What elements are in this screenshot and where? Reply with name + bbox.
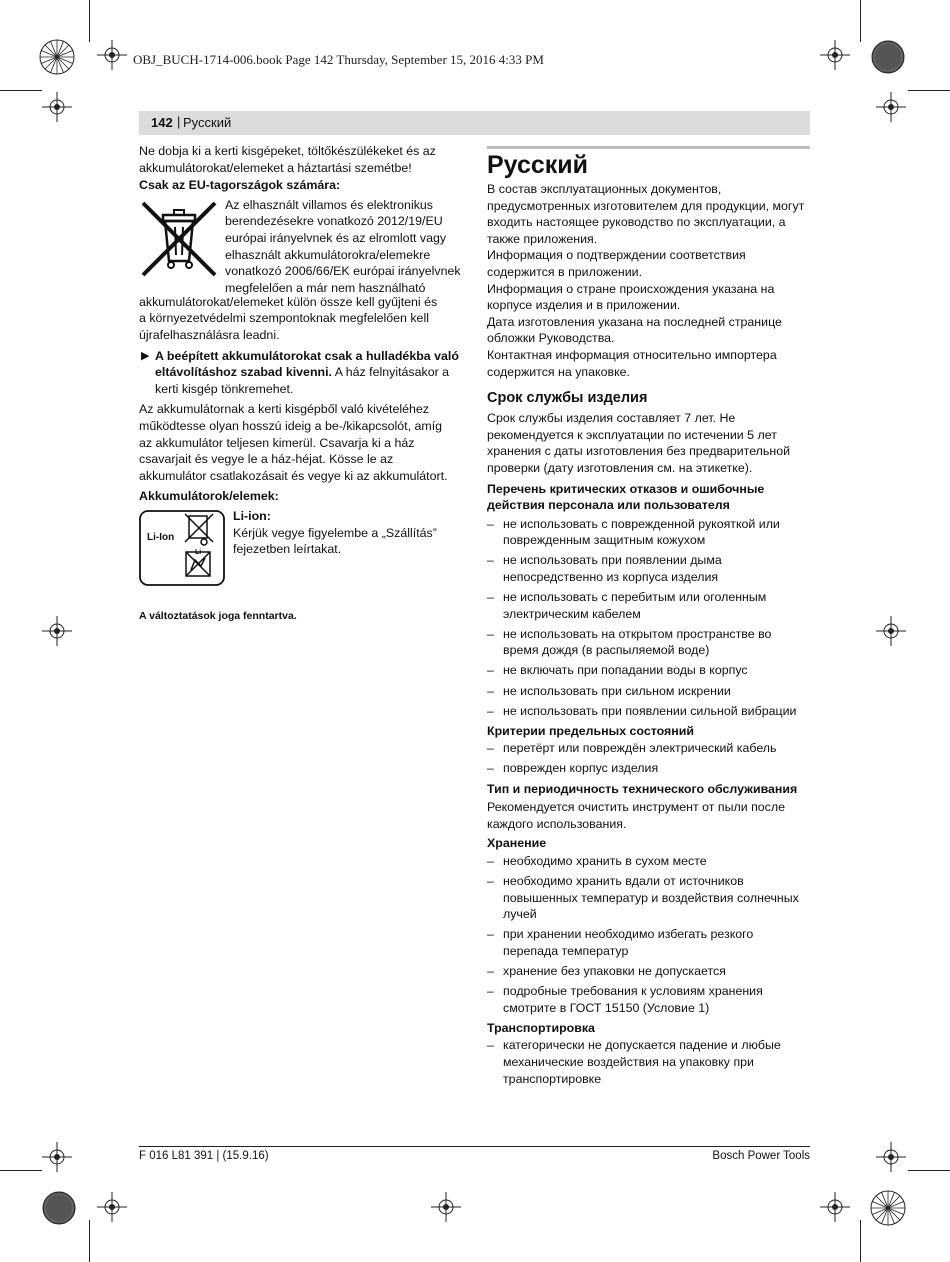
intro-paragraph: Информация о стране происхождения указана на корпусе изделия и в приложении. <box>487 281 775 313</box>
crosshair-mark-icon <box>97 1192 127 1222</box>
warning-bold: A beépített akkumulátorokat csak a hulladékba való eltávolításhoz szabad kivenni. <box>155 348 459 380</box>
crosshair-mark-icon <box>42 92 72 122</box>
crossed-out-bin-icon <box>139 199 219 279</box>
crosshair-mark-icon <box>42 616 72 646</box>
crosshair-mark-icon <box>820 1192 850 1222</box>
li-small-label: Li <box>195 548 202 556</box>
service-life-text: Срок службы изделия составляет 7 лет. Не рекомендуется к эксплуатации по истечении 5 лет хранения с даты изготовления без предварительной проверки (дату изготовления см. на этикетке). <box>487 411 791 475</box>
eu-text-line: berendezésekre vonatkozó 2012/19/EU <box>225 214 443 229</box>
warning-rest: A ház felnyitásakor a kerti kisgép tönkremehet. <box>155 365 450 396</box>
eu-text-continued: akkumulátorokat/elemeket külön össze kell gyűjteni és a környezetvédelmi szempontoknak megfelelően kell újrafelhasználásra leadni. <box>139 294 438 342</box>
storage-heading: Хранение <box>487 836 547 851</box>
crosshair-mark-icon <box>42 1142 72 1172</box>
crop-mark <box>89 1220 90 1262</box>
disposal-paragraph: Ne dobja ki a kerti kisgépeket, töltőkészülékeket és az akkumulátorokat/elemeket a háztartási szemétbe! <box>139 144 436 175</box>
li-ion-label: Li-Ion <box>147 531 175 543</box>
transport-list <box>487 1037 810 1087</box>
list-item: – при хранении необходимо избегать резкого перепада температур <box>487 926 810 959</box>
liion-block <box>139 508 467 588</box>
service-life-heading: Срок службы изделия <box>487 390 648 407</box>
intro-paragraph: Информация о подтверждении соответствия содержится в приложении. <box>487 248 746 279</box>
list-item: – поврежден корпус изделия <box>487 760 810 777</box>
list-item: – категорически не допускается падение и любые механические воздействия на упаковку при транспортировке <box>487 1037 810 1087</box>
page-number: 142 <box>151 115 173 130</box>
crop-mark <box>908 90 950 91</box>
footer-rule <box>139 1146 810 1147</box>
registration-mark-icon <box>37 37 77 77</box>
triangle-bullet-icon: ▶ <box>141 349 150 362</box>
registration-mark-icon <box>39 1188 79 1228</box>
transport-heading: Транспортировка <box>487 1020 595 1035</box>
eu-text-line: európai irányelvnek és az elromlott vagy <box>225 230 447 245</box>
maintenance-text: Рекомендуется очистить инструмент от пыли после каждого использования. <box>487 800 785 831</box>
eu-text-line: vonatkozó 2006/66/EK európai irányelvnek <box>225 264 461 279</box>
header-language: Русский <box>183 115 232 130</box>
failures-list <box>487 516 810 720</box>
rights-reserved: A változtatások joga fenntartva. <box>139 609 297 622</box>
crop-mark <box>0 90 42 91</box>
list-item: – необходимо хранить вдали от источников повышенных температур и воздействия солнечных лучей <box>487 873 810 923</box>
crop-mark <box>908 1170 950 1171</box>
section-title: Русский <box>487 151 589 179</box>
liion-description: Kérjük vegye figyelembe a „Szállítás” fejezetben leírtakat. <box>233 525 437 557</box>
list-item: – перетёрт или повреждён электрический кабель <box>487 740 810 757</box>
eu-block <box>139 197 467 295</box>
list-item: – не использовать при появлении дыма непосредственно из корпуса изделия <box>487 552 810 585</box>
header-separator: | <box>177 114 181 129</box>
registration-mark-icon <box>868 37 908 77</box>
liion-heading: Li-ion: <box>233 508 271 523</box>
crosshair-mark-icon <box>97 40 127 70</box>
crosshair-mark-icon <box>876 92 906 122</box>
book-info-line: OBJ_BUCH-1714-006.book Page 142 Thursday, September 15, 2016 4:33 PM <box>133 52 544 67</box>
list-item: – не использовать с перебитым или оголенным электрическим кабелем <box>487 589 810 622</box>
limits-heading: Критерии предельных состояний <box>487 723 694 738</box>
li-ion-recycle-icon <box>139 510 225 586</box>
list-item: – не использовать при появлении сильной вибрации <box>487 703 810 720</box>
eu-text-line: Az elhasznált villamos és elektronikus <box>225 197 433 212</box>
crop-mark <box>89 0 90 42</box>
crop-mark <box>0 1170 42 1171</box>
crosshair-mark-icon <box>820 40 850 70</box>
list-item: – не включать при попадании воды в корпус <box>487 662 810 679</box>
footer-brand: Bosch Power Tools <box>712 1150 810 1162</box>
list-item: – не использовать при сильном искрении <box>487 683 810 700</box>
right-column <box>487 150 810 1091</box>
crop-mark <box>860 1220 861 1262</box>
failures-heading: Перечень критических отказов и ошибочные действия персонала или пользователя <box>487 481 765 513</box>
eu-text-line: megfelelően a már nem használható <box>225 280 426 295</box>
list-item: – необходимо хранить в сухом месте <box>487 853 810 870</box>
crosshair-mark-icon <box>431 1192 461 1222</box>
eu-heading: Csak az EU-tagországok számára: <box>139 178 341 193</box>
footer-doc-code: F 016 L81 391 | (15.9.16) <box>139 1150 269 1162</box>
crop-mark <box>860 0 861 42</box>
battery-heading: Akkumulátorok/elemek: <box>139 489 279 504</box>
left-column <box>139 143 467 625</box>
battery-removal-paragraph: Az akkumulátornak a kerti kisgépből való kivételéhez működtesse olyan hosszú ideig a be-/kikapcsolót, amíg az akkumulátor teljesen kimerül. Csavarja ki a ház csavarjait és vegye le a ház-héjat. Kösse le az akkumulátor csatlakozásait és vegye ki az akkumulátort. <box>139 402 448 483</box>
storage-list <box>487 853 810 1016</box>
intro-paragraph: Дата изготовления указана на последней странице обложки Руководства. <box>487 314 782 346</box>
page-header-bar <box>139 111 810 135</box>
list-item: – подробные требования к условиям хранения смотрите в ГОСТ 15150 (Условие 1) <box>487 983 810 1016</box>
registration-mark-icon <box>868 1188 908 1228</box>
intro-paragraph: В состав эксплуатационных документов, предусмотренных изготовителем для продукции, могут входить настоящее руководство по эксплуатации, а также приложения. <box>487 182 805 246</box>
crosshair-mark-icon <box>876 1142 906 1172</box>
list-item: – не использовать на открытом пространстве во время дождя (в распыляемой воде) <box>487 626 810 659</box>
maintenance-heading: Тип и периодичность технического обслуживания <box>487 781 798 796</box>
list-item: – не использовать с поврежденной рукояткой или поврежденным защитным кожухом <box>487 516 810 549</box>
section-top-rule <box>487 146 810 149</box>
warning-item <box>139 348 467 398</box>
liion-text <box>233 508 443 558</box>
eu-text-line: elhasznált akkumulátorokra/elemekre <box>225 247 431 262</box>
crosshair-mark-icon <box>876 616 906 646</box>
list-item: – хранение без упаковки не допускается <box>487 963 810 980</box>
intro-paragraph: Контактная информация относительно импортера содержится на упаковке. <box>487 347 777 379</box>
limits-list <box>487 740 810 777</box>
eu-side-text <box>225 197 461 297</box>
